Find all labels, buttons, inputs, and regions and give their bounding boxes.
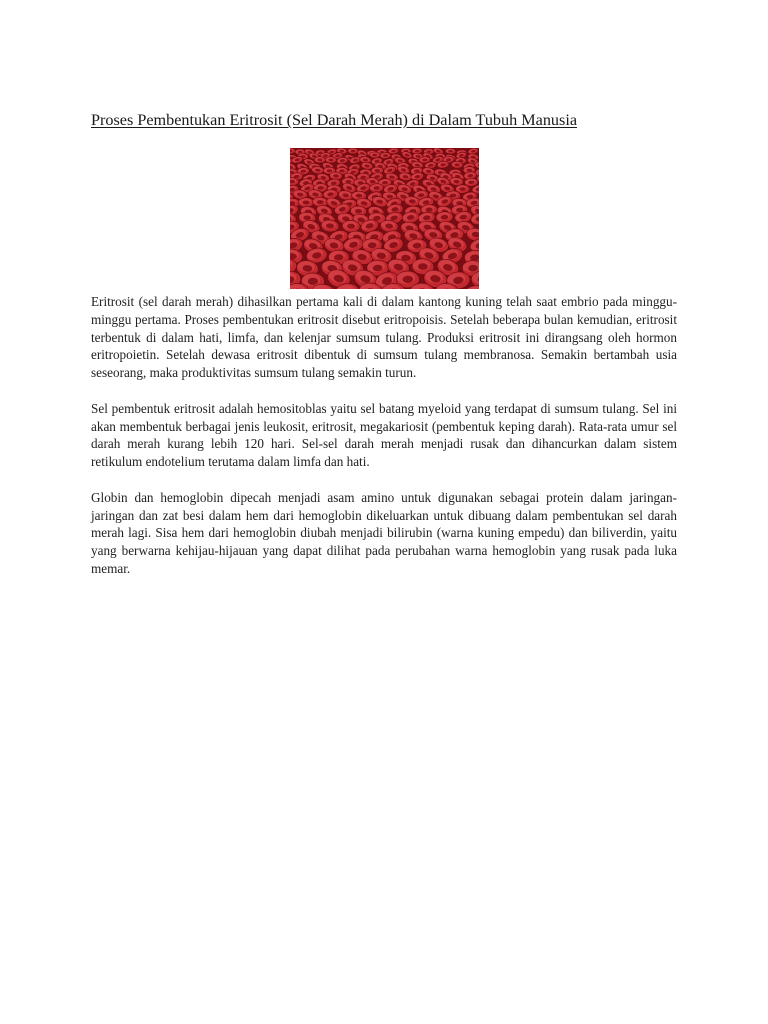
blood-cell [325,157,336,163]
document-title: Proses Pembentukan Eritrosit (Sel Darah Merah) di Dalam Tubuh Manusia [91,111,578,129]
blood-cell [451,161,463,168]
document-body [91,293,677,596]
blood-cell [298,197,314,207]
blood-cell [348,148,358,154]
red-blood-cells-illustration [290,148,479,289]
red-blood-cells-image [290,148,479,289]
paragraph-2: Sel pembentuk eritrosit adalah hemositoblas yaitu sel batang myeloid yang terdapat di sumsum tulang. Sel ini akan membentuk berbagai jenis leukosit, eritrosit, megakariosit (pembentuk keping darah). Rata-rata umur sel darah merah kurang lebih 120 hari. Sel-sel darah merah menjadi rusak dan dihancurkan dalam sistem retikulum endotelium terutama dalam limfa dan hati. [91,400,677,470]
blood-cell [342,220,360,232]
paragraph-3: Globin dan hemoglobin dipecah menjadi asam amino untuk digunakan sebagai protein dalam jaringan-jaringan dan zat besi dalam hem dari hemoglobin dikeluarkan untuk dibuang dalam pembentukan sel darah merah lagi. Sisa hem dari hemoglobin diubah menjadi bilirubin (warna kuning empedu) dan biliverdin, yaitu yang berwarna kehijau-hijauan yang dapat dilihat pada perubahan warna hemoglobin yang rusak pada luka memar. [91,489,677,576]
blood-cell [369,152,380,158]
paragraph-1: Eritrosit (sel darah merah) dihasilkan pertama kali di dalam kantong kuning telah saat embrio pada minggu-minggu pertama. Proses pembentukan eritrosit disebut eritropoisis. Setelah beberapa bulan kemudian, eritrosit terbentuk di dalam hati, limfa, dan kelenjar sumsum tulang. Produksi eritrosit ini dirangsang oleh hormon eritropoietin. Setelah dewasa eritrosit dibentuk di sumsum tulang membranosa. Semakin bertambah usia seseorang, maka produktivitas sumsum tulang semakin turun. [91,294,677,381]
blood-cell [314,157,325,163]
blood-cell [445,148,456,154]
